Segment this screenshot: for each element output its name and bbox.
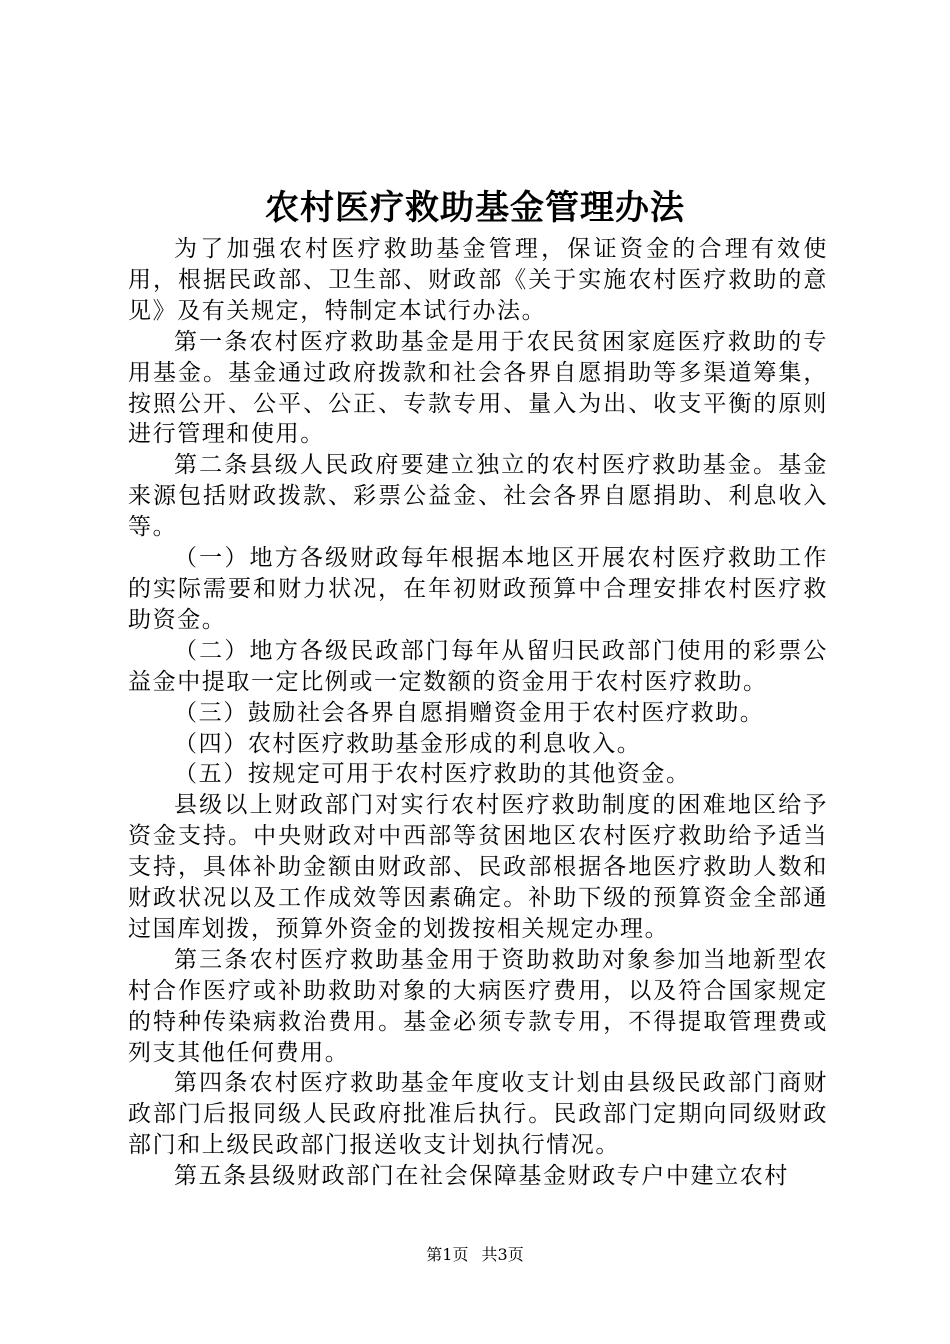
page-footer xyxy=(0,1244,950,1266)
paragraph-item-4: （四）农村医疗救助基金形成的利息收入。 xyxy=(174,730,642,757)
paragraph-article-1: 第一条农村医疗救助基金是用于农民贫困家庭医疗救助的专用基金。基金通过政府拨款和社会各界自愿捐助等多渠道筹集，按照公开、公平、公正、专款专用、量入为出、收支平衡的原则进行管理和使用。 xyxy=(128,328,828,448)
paragraph-item-3: （三）鼓励社会各界自愿捐赠资金用于农村医疗救助。 xyxy=(174,699,765,726)
paragraph-funding-support: 县级以上财政部门对实行农村医疗救助制度的困难地区给予资金支持。中央财政对中西部等贫困地区农村医疗救助给予适当支持，具体补助金额由财政部、民政部根据各地医疗救助人数和财政状况以及工作成效等因素确定。补助下级的预算资金全部通过国库划拨，预算外资金的划拨按相关规定办理。 xyxy=(128,792,828,942)
document-title: 农村医疗救助基金管理办法 xyxy=(265,188,685,228)
paragraph-article-3: 第三条农村医疗救助基金用于资助救助对象参加当地新型农村合作医疗或补助救助对象的大病医疗费用，以及符合国家规定的特种传染病救治费用。基金必须专款专用，不得提取管理费或列支其他任何费用。 xyxy=(128,946,828,1066)
paragraph-article-2: 第二条县级人民政府要建立独立的农村医疗救助基金。基金来源包括财政拨款、彩票公益金、社会各界自愿捐助、利息收入等。 xyxy=(128,452,828,541)
page-number-current: 第1页 xyxy=(426,1245,469,1264)
paragraph-article-4: 第四条农村医疗救助基金年度收支计划由县级民政部门商财政部门后报同级人民政府批准后执行。民政部门定期向同级财政部门和上级民政部门报送收支计划执行情况。 xyxy=(128,1070,828,1159)
paragraph-article-5: 第五条县级财政部门在社会保障基金财政专户中建立农村 xyxy=(174,1163,789,1190)
paragraph-item-2: （二）地方各级民政部门每年从留归民政部门使用的彩票公益金中提取一定比例或一定数额的资金用于农村医疗救助。 xyxy=(128,637,828,695)
paragraph-intro: 为了加强农村医疗救助基金管理，保证资金的合理有效使用，根据民政部、卫生部、财政部《关于实施农村医疗救助的意见》及有关规定，特制定本试行办法。 xyxy=(128,236,828,324)
paragraph-item-1: （一）地方各级财政每年根据本地区开展农村医疗救助工作的实际需要和财力状况，在年初财政预算中合理安排农村医疗救助资金。 xyxy=(128,545,828,633)
document-body xyxy=(128,234,828,1192)
page-number-total: 共3页 xyxy=(481,1245,524,1264)
paragraph-item-5: （五）按规定可用于农村医疗救助的其他资金。 xyxy=(174,761,691,788)
